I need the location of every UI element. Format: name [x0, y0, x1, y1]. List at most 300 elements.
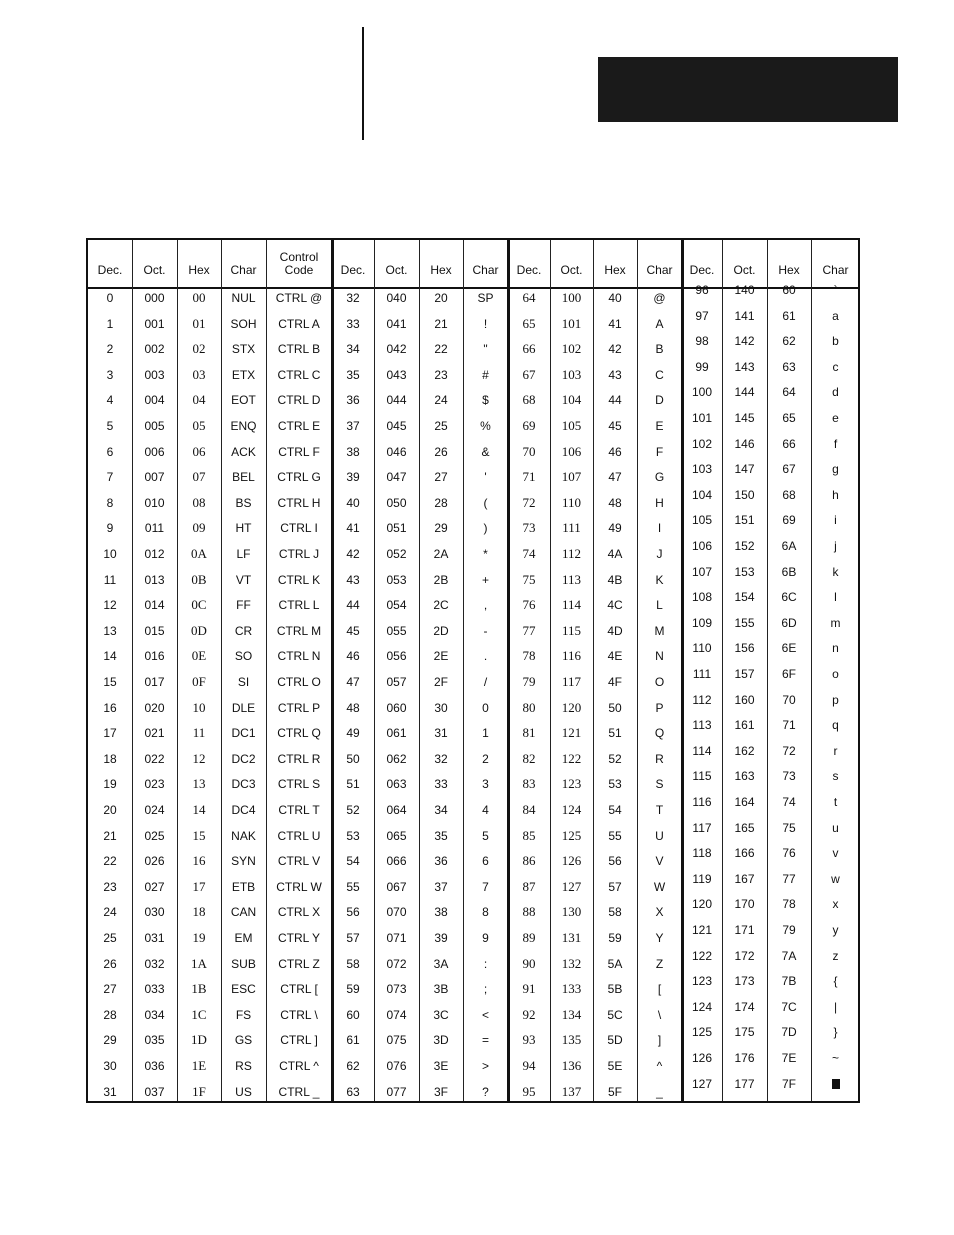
table-cell: 022	[144, 751, 165, 766]
table-cell: 027	[144, 879, 165, 894]
table-cell: 36	[346, 393, 360, 408]
table-cell: 134	[561, 1006, 582, 1022]
table-cell: VT	[235, 572, 252, 587]
table-cell: 127	[691, 1076, 713, 1091]
table-cell: 023	[144, 777, 165, 792]
table-cell: CTRL _	[278, 1084, 320, 1099]
table-cell: 105	[561, 418, 582, 433]
table-cell: 87	[522, 878, 536, 894]
table-cell: 103	[691, 462, 713, 477]
table-cell: 20	[103, 803, 117, 817]
table-cell: DC3	[231, 777, 256, 792]
table-cell: 076	[386, 1059, 407, 1073]
table-cell: P	[655, 700, 664, 715]
table-cell: 157	[734, 667, 755, 681]
table-cell: 79	[522, 674, 536, 689]
table-cell: 44	[346, 598, 360, 613]
table-cell: CTRL G	[277, 470, 321, 485]
table-cell: 114	[692, 743, 712, 758]
table-cell: 53	[608, 777, 622, 792]
table-cell: 5A	[607, 956, 623, 971]
table-cell: 060	[386, 700, 407, 715]
column-header: Dec.	[689, 263, 715, 277]
table-cell: 62	[346, 1059, 360, 1073]
table-cell: HT	[235, 521, 252, 536]
table-cell: v	[832, 846, 839, 861]
table-cell: 45	[346, 623, 360, 638]
ascii-code-table	[86, 238, 860, 1103]
table-cell: 040	[386, 291, 407, 305]
table-cell: 9	[482, 931, 489, 945]
table-cell: 64	[522, 290, 536, 305]
table-cell: 16	[192, 853, 206, 869]
table-cell: @	[653, 291, 666, 305]
table-cell: 11	[192, 725, 206, 741]
table-cell: J	[656, 547, 663, 561]
table-cell: CTRL K	[277, 572, 321, 587]
table-cell: 04	[192, 392, 206, 408]
table-cell: 03	[192, 366, 206, 382]
table-cell: 020	[144, 700, 165, 715]
table-cell: US	[235, 1084, 252, 1099]
table-cell: 24	[103, 905, 117, 920]
table-cell: 37	[346, 419, 360, 433]
table-cell: 37	[434, 879, 448, 894]
table-cell: 18	[192, 904, 206, 920]
column-header: Control Code	[279, 250, 319, 277]
table-cell: 104	[691, 487, 713, 502]
table-cell: B	[655, 342, 664, 357]
table-cell: CTRL \	[280, 1007, 318, 1022]
table-cell: 106	[561, 443, 582, 459]
table-cell: 162	[734, 743, 755, 758]
table-cell: 127	[561, 878, 582, 894]
table-cell: 31	[434, 726, 448, 741]
table-cell: 35	[434, 828, 448, 843]
table-cell: 71	[782, 718, 796, 733]
table-cell: CTRL F	[278, 444, 320, 459]
table-cell: 0C	[191, 597, 207, 613]
table-cell: g	[832, 462, 839, 477]
table-cell: CTRL C	[277, 367, 321, 382]
table-cell: h	[832, 487, 839, 502]
table-cell: 111	[692, 667, 712, 681]
table-cell: 071	[386, 931, 407, 945]
table-cell: 29	[434, 521, 448, 536]
table-cell: CTRL S	[277, 777, 321, 792]
table-cell: 88	[522, 904, 536, 920]
table-cell: 153	[734, 564, 755, 579]
table-cell: 13	[192, 776, 206, 792]
table-cell: 176	[734, 1051, 755, 1065]
table-cell: 046	[386, 444, 407, 459]
table-cell: .	[483, 649, 488, 664]
table-cell: 147	[734, 462, 755, 477]
table-cell: 120	[561, 699, 582, 715]
table-cell: 06	[192, 443, 206, 459]
table-cell: V	[655, 854, 664, 869]
table-cell: 32	[434, 751, 448, 766]
table-cell: EOT	[231, 393, 256, 408]
table-cell: 057	[386, 675, 407, 689]
table-cell: F	[655, 444, 664, 459]
table-cell: 74	[782, 795, 796, 809]
table-cell: CTRL I	[280, 521, 318, 536]
table-cell: 155	[734, 615, 755, 630]
table-cell: 066	[386, 854, 407, 869]
table-cell: 91	[522, 981, 536, 997]
table-cell: 154	[734, 590, 755, 605]
table-cell: 4D	[607, 623, 623, 638]
table-cell: 167	[734, 871, 755, 886]
table-cell: 118	[692, 846, 712, 861]
table-cell: ]	[657, 1033, 662, 1048]
table-cell: 173	[734, 974, 755, 989]
table-cell: ~	[831, 1051, 839, 1065]
table-cell: 011	[144, 521, 165, 536]
table-cell: NAK	[231, 828, 256, 843]
table-cell: 115	[692, 769, 712, 784]
table-cell: 021	[144, 726, 165, 741]
table-cell: 68	[782, 487, 796, 502]
table-cell: EM	[234, 931, 253, 945]
table-cell: CTRL J	[278, 547, 320, 561]
table-cell: 70	[522, 443, 536, 459]
table-cell: 18	[103, 751, 117, 766]
table-cell: 36	[434, 854, 448, 869]
table-cell: 121	[561, 725, 582, 741]
table-cell: 5E	[607, 1059, 623, 1073]
table-cell: 69	[782, 513, 796, 528]
table-cell: 32	[346, 291, 360, 305]
table-cell: 120	[691, 897, 713, 912]
table-cell: 142	[734, 334, 755, 349]
table-cell: 8	[106, 495, 114, 510]
table-cell: m	[830, 615, 841, 630]
table-cell: CTRL A	[278, 316, 320, 331]
table-cell: 0D	[191, 622, 207, 638]
table-cell: 2B	[433, 572, 449, 587]
table-cell: /	[483, 675, 488, 689]
table-cell: 78	[522, 648, 536, 664]
table-cell: 33	[434, 777, 448, 792]
table-cell: 2	[106, 342, 114, 357]
table-cell: 93	[522, 1032, 536, 1048]
table-cell: 76	[782, 846, 796, 861]
table-cell: '	[484, 470, 487, 485]
table-cell: 4B	[607, 572, 623, 587]
table-cell: 5D	[607, 1033, 623, 1048]
del-block-icon	[811, 1074, 860, 1094]
table-cell: D	[655, 393, 664, 408]
table-cell: 7A	[781, 948, 797, 963]
table-cell: 1D	[191, 1032, 207, 1048]
table-cell: 7F	[781, 1076, 796, 1091]
table-cell: 035	[144, 1033, 165, 1048]
table-cell: CTRL [	[280, 982, 318, 997]
table-cell: ENQ	[230, 419, 257, 433]
table-cell: 0E	[191, 648, 207, 664]
table-cell: Q	[654, 726, 665, 741]
table-cell: 26	[434, 444, 448, 459]
table-cell: NUL	[231, 291, 256, 305]
table-cell: 16	[103, 700, 117, 715]
table-cell: E	[655, 419, 664, 433]
table-cell: 7C	[781, 999, 797, 1014]
table-cell: 160	[734, 692, 755, 707]
table-cell: 21	[103, 828, 117, 843]
table-cell: 174	[734, 999, 755, 1014]
table-cell: 41	[346, 521, 360, 536]
table-cell: 42	[346, 547, 360, 561]
table-cell: 163	[734, 769, 755, 784]
table-cell: 40	[608, 291, 622, 305]
table-cell: 5C	[607, 1007, 623, 1022]
table-cell: c	[832, 359, 839, 374]
table-cell: 007	[144, 470, 165, 485]
table-cell: A	[655, 316, 664, 331]
table-cell: 0A	[191, 546, 207, 561]
table-cell: 39	[434, 931, 448, 945]
table-cell: 0B	[191, 571, 207, 587]
column-header: Oct.	[385, 263, 408, 277]
table-cell: a	[832, 308, 839, 323]
table-cell: 7B	[781, 974, 797, 989]
table-cell: 115	[561, 622, 582, 638]
column-header: Oct.	[143, 263, 166, 277]
table-cell: CTRL N	[277, 649, 321, 664]
table-cell: 150	[734, 487, 755, 502]
table-cell: 014	[144, 598, 165, 613]
table-cell: SP	[477, 291, 494, 305]
table-cell: 97	[695, 308, 709, 323]
table-cell: 77	[782, 871, 796, 886]
column-header: Hex	[604, 263, 626, 277]
table-cell: )	[483, 521, 488, 536]
table-cell: 45	[608, 419, 622, 433]
column-header: Char	[646, 263, 673, 277]
table-cell: 15	[192, 827, 206, 843]
table-cell: 69	[522, 418, 536, 433]
table-cell: 52	[608, 751, 622, 766]
table-cell: 100	[691, 385, 713, 400]
table-cell: ETB	[231, 879, 256, 894]
table-cell: CTRL R	[277, 751, 321, 766]
table-cell: 22	[434, 342, 448, 357]
column-header: Oct.	[733, 263, 756, 277]
table-cell: 161	[734, 718, 755, 733]
table-cell: 101	[561, 315, 582, 331]
table-cell: 57	[608, 879, 622, 894]
table-cell: 40	[346, 495, 360, 510]
table-cell: 19	[103, 777, 117, 792]
table-cell: 67	[782, 462, 796, 477]
table-cell: CTRL B	[277, 342, 321, 357]
table-cell: 146	[734, 436, 755, 451]
table-cell: 2E	[433, 649, 449, 664]
table-cell: X	[655, 905, 664, 920]
table-cell: 175	[734, 1025, 755, 1040]
table-cell: #	[482, 367, 489, 382]
table-cell: _	[656, 1084, 663, 1099]
table-cell: 09	[192, 520, 206, 536]
table-cell: 86	[522, 853, 536, 869]
table-cell: 033	[144, 982, 165, 997]
table-cell: <	[481, 1007, 489, 1022]
table-cell: 12	[192, 750, 206, 766]
table-cell: 2F	[433, 675, 448, 689]
table-cell: w	[831, 871, 840, 886]
table-cell: 01	[192, 315, 206, 331]
column-header: Hex	[188, 263, 210, 277]
table-cell: "	[483, 342, 488, 357]
column-header: Hex	[778, 263, 800, 277]
table-cell: 1F	[192, 1083, 206, 1099]
table-cell: 82	[522, 750, 536, 766]
table-cell: 3F	[433, 1084, 448, 1099]
table-cell: 047	[386, 470, 407, 485]
table-cell: ETX	[231, 367, 256, 382]
table-cell: CTRL ^	[279, 1059, 319, 1073]
table-cell: CTRL W	[276, 879, 322, 894]
table-cell: 47	[346, 675, 360, 689]
table-cell: 4E	[607, 649, 623, 664]
table-cell: 005	[144, 419, 165, 433]
table-cell: 4	[482, 803, 489, 817]
table-cell: 23	[103, 879, 117, 894]
table-cell: 74	[522, 546, 536, 561]
table-cell: l	[834, 590, 837, 605]
table-cell: 064	[386, 803, 407, 817]
table-cell: 38	[434, 905, 448, 920]
table-cell: 7D	[781, 1025, 797, 1040]
table-cell: 5B	[607, 982, 623, 997]
table-cell: 65	[782, 411, 796, 425]
table-cell: 031	[144, 931, 165, 945]
table-cell: CTRL D	[277, 393, 321, 408]
table-cell: BS	[235, 495, 252, 510]
table-cell: CR	[234, 623, 253, 638]
table-cell: 7	[106, 470, 114, 485]
table-cell: 68	[522, 392, 536, 408]
table-cell: 33	[346, 316, 360, 331]
table-cell: 21	[434, 316, 448, 331]
table-cell: 7E	[781, 1051, 797, 1065]
table-cell: 122	[561, 750, 582, 766]
table-cell: 065	[386, 828, 407, 843]
table-cell: 4A	[607, 547, 623, 561]
table-cell: x	[832, 897, 839, 912]
table-cell: 49	[608, 521, 622, 536]
table-cell: 073	[386, 982, 407, 997]
table-cell: 012	[144, 547, 165, 561]
table-cell: 28	[103, 1007, 117, 1022]
table-cell: 135	[561, 1032, 582, 1048]
table-cell: 43	[608, 367, 622, 382]
table-cell: 51	[608, 726, 622, 741]
table-cell: 51	[346, 777, 360, 792]
table-cell: BEL	[232, 470, 255, 485]
table-cell: 107	[691, 564, 713, 579]
table-cell: 6D	[781, 615, 797, 630]
table-cell: 016	[144, 649, 165, 664]
table-cell: T	[655, 803, 664, 817]
table-cell: 2	[482, 751, 489, 766]
table-cell: 042	[386, 342, 407, 357]
table-cell: 59	[608, 931, 622, 945]
table-cell: 63	[346, 1084, 360, 1099]
table-cell: 145	[734, 411, 755, 425]
table-cell: 14	[192, 802, 206, 817]
table-cell: CTRL H	[277, 495, 321, 510]
table-cell: 10	[103, 547, 117, 561]
table-cell: 015	[144, 623, 165, 638]
table-cell: CTRL T	[278, 803, 320, 817]
table-cell: CTRL M	[276, 623, 322, 638]
table-cell: !	[483, 316, 488, 331]
table-cell: 3	[482, 777, 489, 792]
table-cell: 125	[691, 1025, 713, 1040]
table-cell: 47	[608, 470, 622, 485]
table-cell: u	[832, 820, 839, 835]
table-cell: 70	[782, 692, 796, 707]
table-cell: 126	[691, 1051, 713, 1065]
table-cell: 132	[561, 955, 582, 971]
table-cell: 100	[561, 290, 582, 305]
table-cell: C	[655, 367, 664, 382]
table-cell: 66	[782, 436, 796, 451]
table-cell: %	[480, 419, 491, 433]
table-cell: ;	[483, 982, 488, 997]
table-cell: 102	[691, 436, 713, 451]
table-cell: ,	[483, 598, 488, 613]
table-cell: 4F	[607, 675, 622, 689]
table-cell: k	[832, 564, 839, 579]
table-cell: t	[833, 795, 838, 809]
table-cell: 121	[691, 923, 713, 937]
table-cell: 72	[782, 743, 796, 758]
table-cell: `	[833, 283, 838, 297]
table-cell: CTRL X	[277, 905, 321, 920]
table-cell: 144	[734, 385, 755, 400]
table-cell: 156	[734, 641, 755, 656]
table-cell: 94	[522, 1058, 536, 1073]
table-cell: STX	[231, 342, 256, 357]
table-cell: i	[834, 513, 837, 528]
table-cell: 55	[346, 879, 360, 894]
table-cell: 17	[103, 726, 117, 741]
table-cell: 24	[434, 393, 448, 408]
table-cell: 177	[734, 1076, 755, 1091]
table-cell: 46	[608, 444, 622, 459]
table-cell: 44	[608, 393, 622, 408]
table-cell: O	[654, 675, 665, 689]
table-cell: 92	[522, 1006, 536, 1022]
table-cell: W	[653, 879, 666, 894]
table-cell: 61	[346, 1033, 360, 1048]
table-cell: d	[832, 385, 839, 400]
table-cell: 00	[192, 290, 206, 305]
table-cell: 4	[106, 393, 114, 408]
table-cell: DC2	[231, 751, 256, 766]
table-cell: 122	[691, 948, 713, 963]
table-cell: 20	[434, 291, 448, 305]
table-cell: |	[833, 999, 838, 1014]
table-cell: 22	[103, 854, 117, 869]
table-cell: 52	[346, 803, 360, 817]
solid-block-icon	[832, 1079, 840, 1089]
table-cell: 60	[782, 283, 796, 297]
